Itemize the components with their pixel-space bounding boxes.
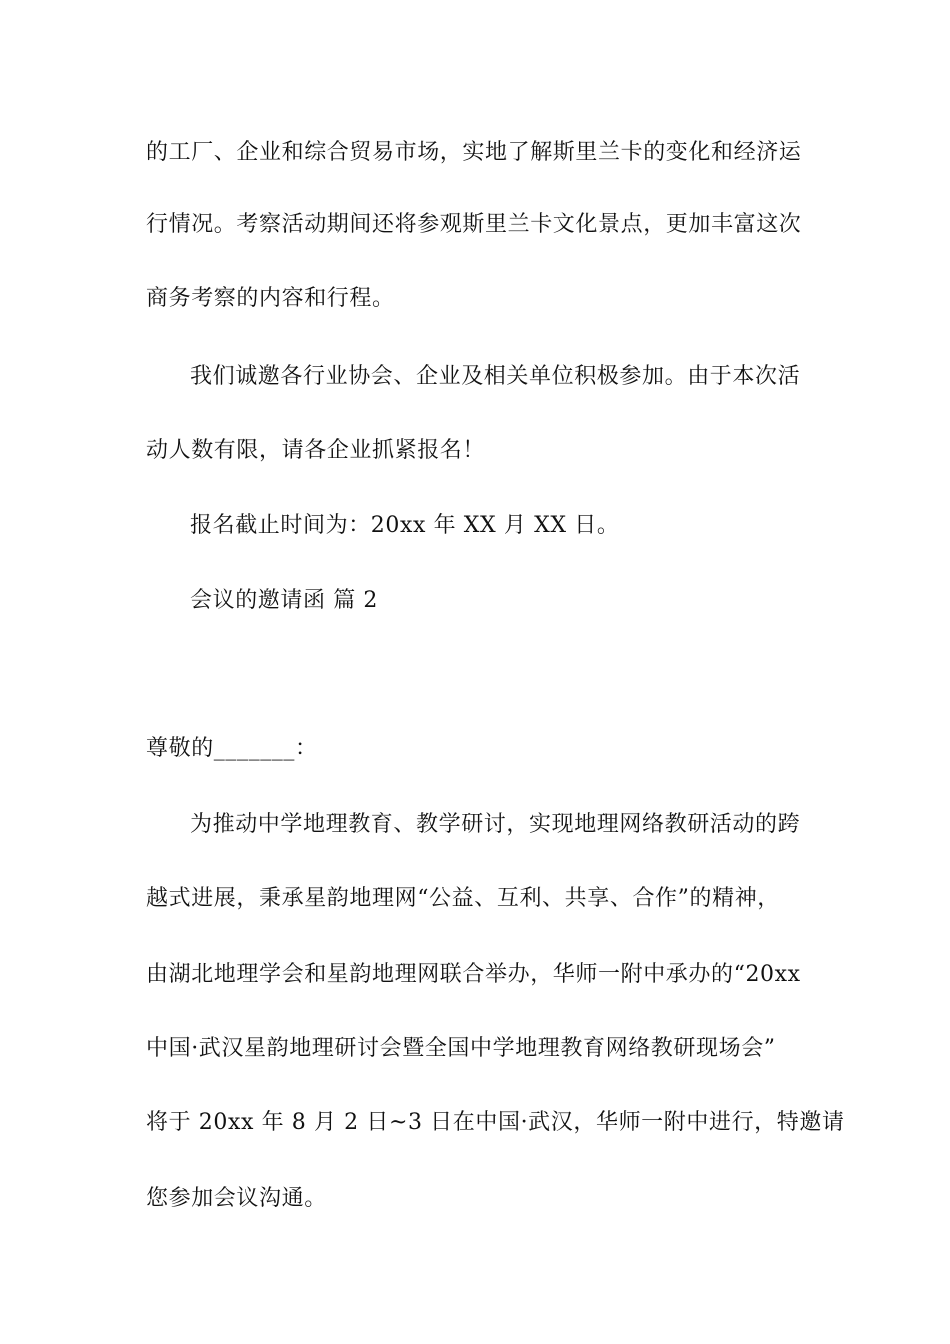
paragraph-line: 中国·武汉星韵地理研讨会暨全国中学地理教育网络教研现场会” <box>146 1036 776 1061</box>
paragraph-line: 的工厂、企业和综合贸易市场，实地了解斯里兰卡的变化和经济运 <box>146 140 802 165</box>
deadline-line: 报名截止时间为：20xx 年 XX 月 XX 日。 <box>190 513 620 538</box>
paragraph-line: 行情况。考察活动期间还将参观斯里兰卡文化景点，更加丰富这次 <box>146 212 802 237</box>
paragraph-line: 将于 20xx 年 8 月 2 日~3 日在中国·武汉，华师一附中进行，特邀请 <box>146 1110 845 1135</box>
paragraph-line: 我们诚邀各行业协会、企业及相关单位积极参加。由于本次活 <box>190 364 801 389</box>
paragraph-line: 商务考察的内容和行程。 <box>146 286 395 311</box>
paragraph-line: 动人数有限，请各企业抓紧报名！ <box>146 438 486 463</box>
paragraph-line: 为推动中学地理教育、教学研讨，实现地理网络教研活动的跨 <box>190 812 801 837</box>
paragraph-line: 您参加会议沟通。 <box>146 1186 327 1211</box>
paragraph-line: 越式进展，秉承星韵地理网“公益、互利、共享、合作”的精神， <box>146 886 780 911</box>
salutation: 尊敬的_______： <box>146 736 318 761</box>
paragraph-line: 由湖北地理学会和星韵地理网联合举办，华师一附中承办的“20xx <box>146 962 801 987</box>
section-title: 会议的邀请函 篇 2 <box>190 588 378 613</box>
